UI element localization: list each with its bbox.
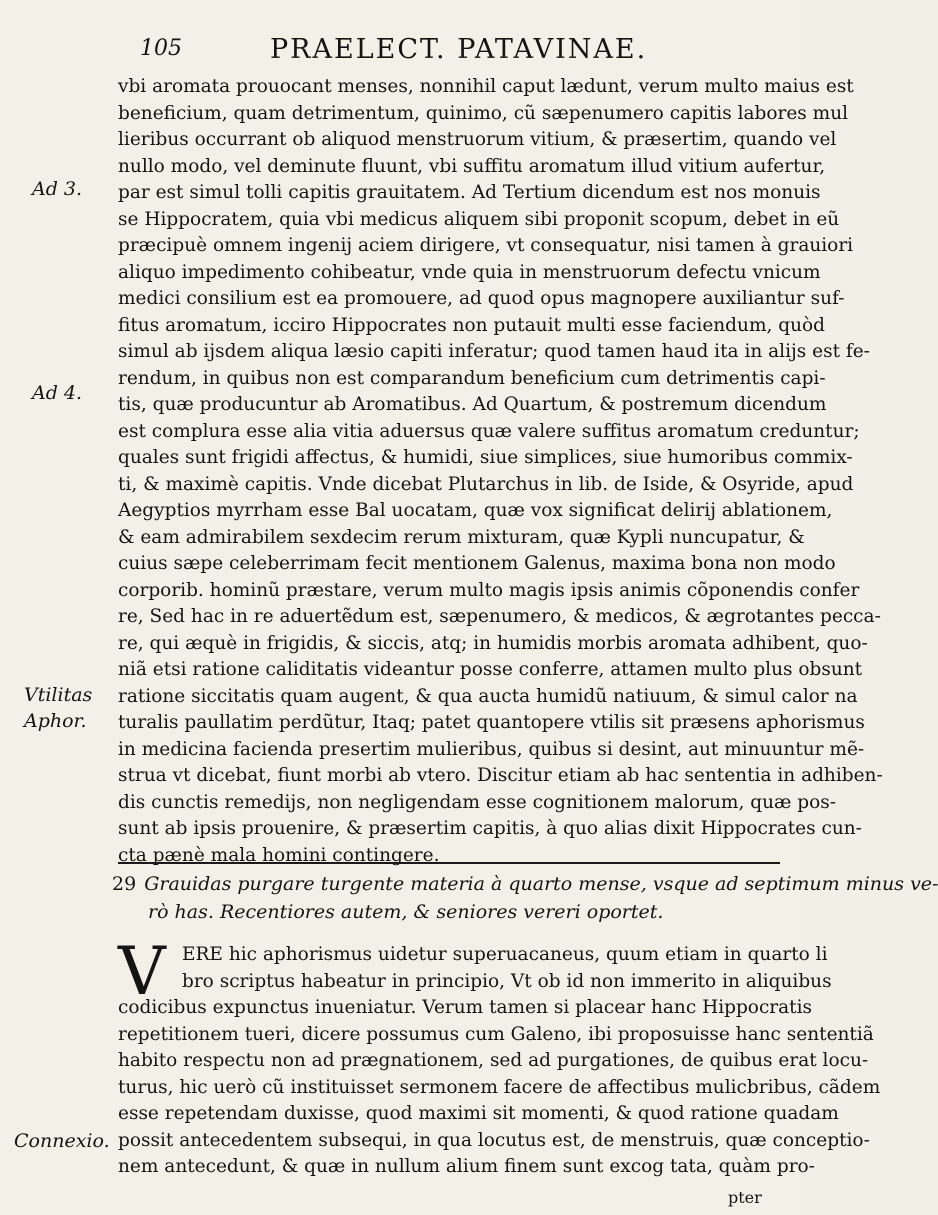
text-line: codicibus expunctus inueniatur. Verum tamen si placear hanc Hippocratis — [118, 997, 813, 1018]
text-line: vbi aromata prouocant menses, nonnihil caput lædunt, verum multo maius est — [118, 76, 854, 97]
text-line: medici consilium est ea promouere, ad quod opus magnopere auxiliantur suf- — [118, 288, 845, 309]
commentary-block — [118, 933, 881, 1181]
catchword: pter — [728, 1188, 762, 1207]
text-line: præcipuè omnem ingenij aciem dirigere, vt consequatur, nisi tamen à grauiori — [118, 235, 854, 256]
text-line: Aegyptios myrrham esse Bal uocatam, quæ vox significat delirij ablationem, — [118, 500, 833, 521]
text-line: esse repetendam duxisse, quod maximi sit momenti, & quod ratione quadam — [118, 1103, 839, 1124]
aphorism-text-line: Grauidas purgare turgente materia à quarto mense, vsque ad septimum minus ve- — [144, 873, 938, 895]
text-line: ratione siccitatis quam augent, & qua aucta humidũ natiuum, & simul calor na — [118, 685, 858, 707]
text-line: corporib. hominũ præstare, verum multo magis ipsis animis cõponendis confer — [118, 579, 860, 601]
text-line: turus, hic uerò cũ instituisset sermonem facere de affectibus mulicbribus, cãdem — [118, 1076, 881, 1098]
aphorism-block — [112, 870, 938, 926]
text-line: cuius sæpe celeberrimam fecit mentionem Galenus, maxima bona non modo — [118, 553, 836, 574]
text-line: fitus aromatum, icciro Hippocrates non putauit multi esse faciendum, quòd — [118, 314, 825, 336]
text-line: quales sunt frigidi affectus, & humidi, siue simplices, siue humoribus commix- — [118, 447, 853, 468]
text-line: se Hippocratem, quia vbi medicus aliquem sibi proponit scopum, debet in eũ — [118, 208, 840, 230]
text-line: strua vt dicebat, fiunt morbi ab vtero. Discitur etiam ab hac sententia in adhiben- — [118, 765, 883, 786]
margin-note-ad-4: Ad 4. — [32, 382, 83, 404]
text-line: repetitionem tueri, dicere possumus cum Galeno, ibi proposuisse hanc sententiã — [118, 1023, 874, 1045]
text-line: habito respectu non ad prægnationem, sed ad purgationes, de quibus erat locu- — [118, 1050, 869, 1071]
page-header — [140, 32, 700, 68]
margin-note-connexio: Connexio. — [14, 1130, 110, 1152]
text-line: nem antecedunt, & quæ in nullum alium finem sunt excog tata, quàm pro- — [118, 1156, 815, 1177]
drop-cap: V — [118, 933, 166, 1010]
text-line: ti, & maximè capitis. Vnde dicebat Plutarchus in lib. de Iside, & Osyride, apud — [118, 473, 854, 495]
text-line: simul ab ijsdem aliqua læsio capiti inferatur; quod tamen haud ita in alijs est fe- — [118, 341, 870, 362]
text-line: & eam admirabilem sexdecim rerum mixturam, quæ Kypli nuncupatur, & — [118, 526, 805, 548]
folio-number: 105 — [140, 36, 182, 61]
margin-note-ad-3: Ad 3. — [32, 178, 83, 200]
text-line: aliquo impedimento cohibeatur, vnde quia in menstruorum defectu vnicum — [118, 261, 821, 283]
text-line: turalis paullatim perdũtur, Itaq; patet quantopere vtilis sit præsens aphorismus — [118, 712, 865, 733]
aphorism-text-line: rò has. Recentiores autem, & seniores vereri oportet. — [148, 901, 664, 923]
text-line: possit antecedentem subsequi, in qua locutus est, de menstruis, quæ conceptio- — [118, 1129, 870, 1151]
text-line: beneficium, quam detrimentum, quinimo, cũ sæpenumero capitis labores mul — [118, 102, 849, 124]
text-line: cta pænè mala homini contingere. — [118, 844, 440, 866]
text-line: re, qui æquè in frigidis, & siccis, atq; in humidis morbis aromata adhibent, quo- — [118, 632, 868, 654]
margin-note-aphor: Aphor. — [24, 710, 87, 732]
aphorism-number: 29 — [112, 873, 137, 895]
text-line: ERE hic aphorismus uidetur superuacaneus, quum etiam in quarto li — [182, 944, 828, 965]
body-text — [118, 74, 883, 869]
text-line: re, Sed hac in re aduertẽdum est, sæpenumero, & medicos, & ægrotantes pecca- — [118, 606, 881, 627]
text-line: par est simul tolli capitis grauitatem. Ad Tertium dicendum est nos monuis — [118, 182, 821, 203]
section-rule — [118, 862, 780, 864]
running-head: PRAELECT. PATAVINAE. — [270, 34, 648, 65]
text-line: bro scriptus habeatur in principio, Vt ob id non immerito in aliquibus — [182, 970, 832, 992]
text-line: nullo modo, vel deminute fluunt, vbi suffitu aromatum illud vitium aufertur, — [118, 155, 826, 177]
text-line: sunt ab ipsis prouenire, & præsertim capitis, à quo alias dixit Hippocrates cun- — [118, 818, 862, 839]
text-line: in medicina facienda presertim mulieribus, quibus si desint, aut minuuntur mẽ- — [118, 738, 865, 760]
text-line: niã etsi ratione caliditatis videantur posse conferre, attamen multo plus obsunt — [118, 659, 863, 680]
text-line: tis, quæ producuntur ab Aromatibus. Ad Quartum, & postremum dicendum — [118, 394, 827, 415]
text-line: lieribus occurrant ob aliquod menstruorum vitium, & præsertim, quando vel — [118, 129, 837, 150]
text-line: rendum, in quibus non est comparandum beneficium cum detrimentis capi- — [118, 367, 826, 389]
margin-note-vtilitas: Vtilitas — [24, 684, 93, 706]
text-line: est complura esse alia vitia aduersus quæ valere suffitus aromatum creduntur; — [118, 420, 860, 442]
text-line: dis cunctis remedijs, non negligendam esse cognitionem malorum, quæ pos- — [118, 791, 836, 813]
